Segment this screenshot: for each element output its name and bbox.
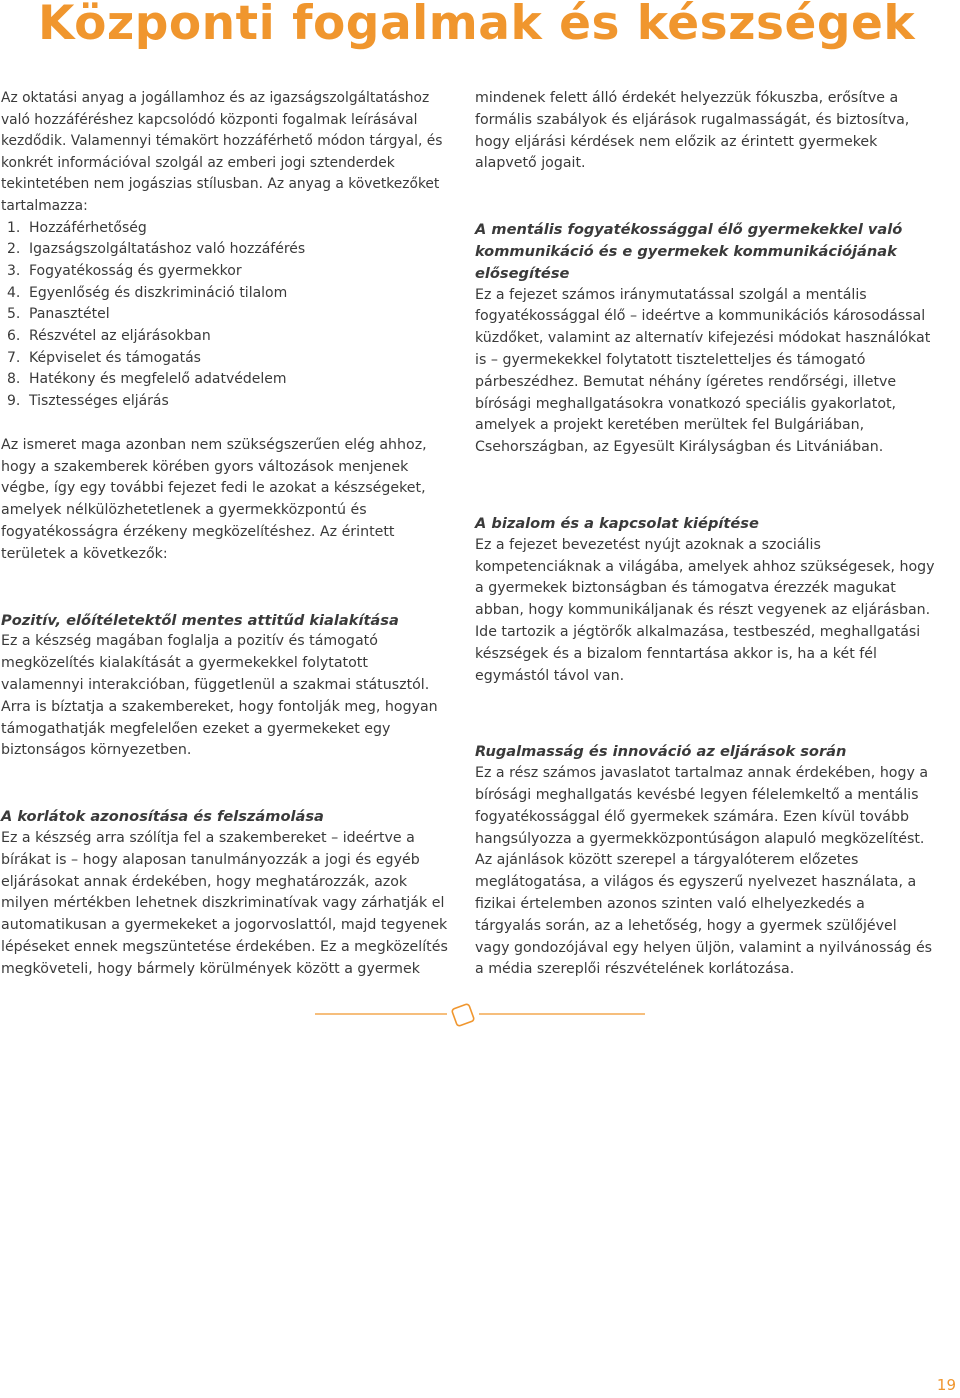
list-item: 7. Képviselet és támogatás	[7, 349, 201, 366]
section-heading-korlatok: A korlátok azonosítása és felszámolása	[1, 808, 324, 826]
section-heading-bizalom: A bizalom és a kapcsolat kiépítése	[475, 514, 759, 532]
skills-intro-paragraph: Az ismeret maga azonban nem szükségszerűen elég ahhoz, hogy a szakemberek körében gyors változások menjenek végbe, így egy további fejezet fedi le azokat a készségeket, amelyek nélkülözhetetlenek a gyermekközpontú és fogyatékosságra érzékeny megközelítéshez. Az érintett területek a következők:	[1, 436, 427, 562]
list-item: 5. Panasztétel	[7, 306, 110, 323]
section-body-mentalis: Ez a fejezet számos iránymutatással szolgál a mentális fogyatékossággal élő – ideértve a kommunikációs károsodással küzdőket, valamint az alternatív kifejezési módokat használókat is – gyermekekkel folytatott tiszteletteljes és támogató párbeszédhez. Bemutat néhány ígéretes rendőrségi, illetve bírósági meghallgatásokra vonatkozó speciális gyakorlatot, amelyek a projekt keretében merültek fel Bulgáriában, Csehországban, az Egyesült Királyságban és Litvániában.	[475, 286, 931, 456]
right-column	[475, 88, 935, 981]
section-body-bizalom: Ez a fejezet bevezetést nyújt azoknak a szociális kompetenciáknak a világába, amelyek ahhoz szükségesek, hogy a gyermekek biztonságban és támogatva érezzék magukat abban, hogy kommunikáljanak és részt vegyenek az eljárásban. Ide tartozik a jégtörők alkalmazása, testbeszéd, meghallgatási készségek és a bizalom fenntartása akkor is, ha a két fél egymástól távol van.	[475, 536, 935, 684]
section-body-korlatok: Ez a készség arra szólítja fel a szakembereket – ideértve a bírákat is – hogy alaposan tanulmányozzák a jogi és egyéb eljárásokat annak érdekében, hogy meghatározzák, azok milyen mértékben lehetnek diszkriminatívak vagy zárhatják el automatikusan a gyermekeket a jogorvoslattól, majd tegyenek lépéseket ennek megszüntetése érdekében. Ez a megközelítés megköveteli, hogy bármely körülmények között a gyermek	[1, 830, 448, 977]
section-heading-pozitiv: Pozitív, előítéletektől mentes attitűd kialakítása	[1, 611, 399, 629]
topic-list	[1, 218, 451, 413]
page-number: 19	[936, 1376, 956, 1394]
list-item: 8. Hatékony és megfelelő adatvédelem	[7, 371, 287, 388]
section-body-pozitiv: Ez a készség magában foglalja a pozitív és támogató megközelítés kialakítását a gyermekekkel folytatott valamennyi interakcióban, függetlenül a szakmai státusztól. Arra is bíztatja a szakembereket, hogy fontolják meg, hogyan támogathatják megfelelően ezeket a gyermekeket egy biztonságos környezetben.	[1, 633, 438, 759]
list-item: 2. Igazságszolgáltatáshoz való hozzáférés	[7, 241, 306, 258]
list-item: 9. Tisztességes eljárás	[7, 393, 169, 410]
list-item: 4. Egyenlőség és diszkrimináció tilalom	[7, 284, 288, 301]
left-column	[1, 88, 451, 981]
list-item: 6. Részvétel az eljárásokban	[7, 328, 211, 345]
section-heading-mentalis: A mentális fogyatékossággal élő gyermekekkel való kommunikáció és e gyermekek kommunikációjának elősegítése	[475, 221, 903, 282]
diamond-divider-icon	[315, 1000, 645, 1030]
list-item: 3. Fogyatékosság és gyermekkor	[7, 262, 242, 279]
section-body-rugalmassag: Ez a rész számos javaslatot tartalmaz annak érdekében, hogy a bírósági meghallgatás kevésbé legyen félelemkeltő a mentális fogyatékossággal élő gyermekek számára. Ezen kívül tovább hangsúlyozza a gyermekközpontúságon alapuló megközelítést. Az ajánlások között szerepel a tárgyalóterem előzetes meglátogatása, a világos és egyszerű nyelvezet használata, a fizikai értelemben azonos szinten való elhelyezkedés a tárgyalás során, az a lehetőség, hogy a gyermek szülőjével vagy gondozójával egy helyen üljön, valamint a nyilvánosság és a média szereplői részvételének korlátozása.	[475, 765, 933, 978]
continuation-paragraph: mindenek felett álló érdekét helyezzük fókuszba, erősítve a formális szabályok és eljárások rugalmasságát, és biztosítva, hogy eljárási kérdések nem előzik az érintett gyermekek alapvető jogait.	[475, 90, 910, 172]
list-item: 1. Hozzáférhetőség	[7, 219, 147, 236]
intro-paragraph: Az oktatási anyag a jogállamhoz és az igazságszolgáltatáshoz való hozzáféréshez kapcsolódó központi fogalmak leírásával kezdődik. Valamennyi témakört hozzáférhető módon tárgyal, és konkrét információval szolgál az emberi jogi sztenderdek tekintetében nem jogászias stílusban. Az anyag a következőket tartalmazza:	[1, 90, 443, 214]
section-heading-rugalmassag: Rugalmasság és innováció az eljárások során	[475, 743, 847, 761]
page-title: Központi fogalmak és készségek	[38, 0, 916, 51]
